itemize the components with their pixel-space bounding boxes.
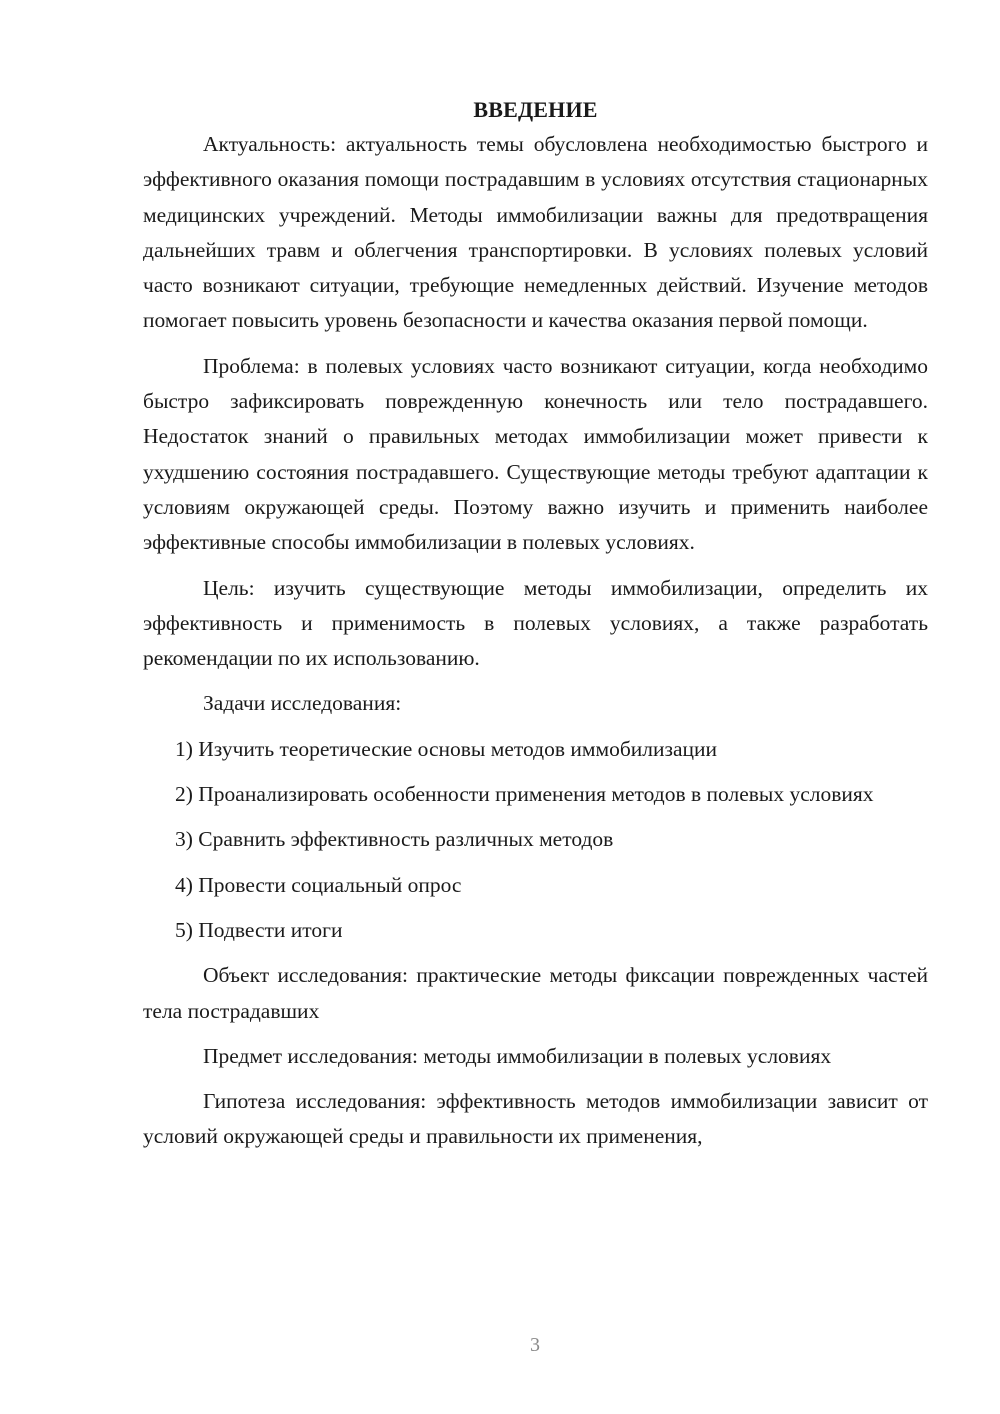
document-page [143, 92, 928, 1165]
problem-paragraph: Проблема: в полевых условиях часто возникают ситуации, когда необходимо быстро зафиксировать поврежденную конечность или тело пострадавшего. Недостаток знаний о правильных методах иммобилизации может привести к ухудшению состояния пострадавшего. Существующие методы требуют адаптации к условиям окружающей среды. Поэтому важно изучить и применить наиболее эффективные способы иммобилизации в полевых условиях. [143, 353, 928, 555]
tasks-heading: Задачи исследования: [203, 691, 402, 716]
task-item-4: 4) Провести социальный опрос [175, 872, 462, 897]
task-item-5: 5) Подвести итоги [175, 917, 343, 942]
section-heading: ВВЕДЕНИЕ [473, 97, 598, 122]
task-item-1: 1) Изучить теоретические основы методов иммобилизации [175, 736, 718, 761]
task-item-3: 3) Сравнить эффективность различных методов [175, 827, 614, 852]
relevance-paragraph: Актуальность: актуальность темы обусловлена необходимостью быстрого и эффективного оказания помощи пострадавшим в условиях отсутствия стационарных медицинских учреждений. Методы иммобилизации важны для предотвращения дальнейших травм и облегчения транспортировки. В условиях полевых условий часто возникают ситуации, требующие немедленных действий. Изучение методов помогает повысить уровень безопасности и качества оказания первой помощи. [143, 132, 928, 333]
page-number: 3 [530, 1334, 540, 1356]
subject-paragraph: Предмет исследования: методы иммобилизации в полевых условиях [203, 1043, 832, 1068]
goal-paragraph: Цель: изучить существующие методы иммобилизации, определить их эффективность и применимость в полевых условиях, а также разработать рекомендации по их использованию. [143, 575, 928, 671]
task-item-2: 2) Проанализировать особенности применения методов в полевых условиях [175, 782, 874, 807]
hypothesis-paragraph: Гипотеза исследования: эффективность методов иммобилизации зависит от условий окружающей среды и правильности их применения, [143, 1089, 928, 1149]
object-paragraph: Объект исследования: практические методы фиксации поврежденных частей тела пострадавших [143, 963, 928, 1023]
